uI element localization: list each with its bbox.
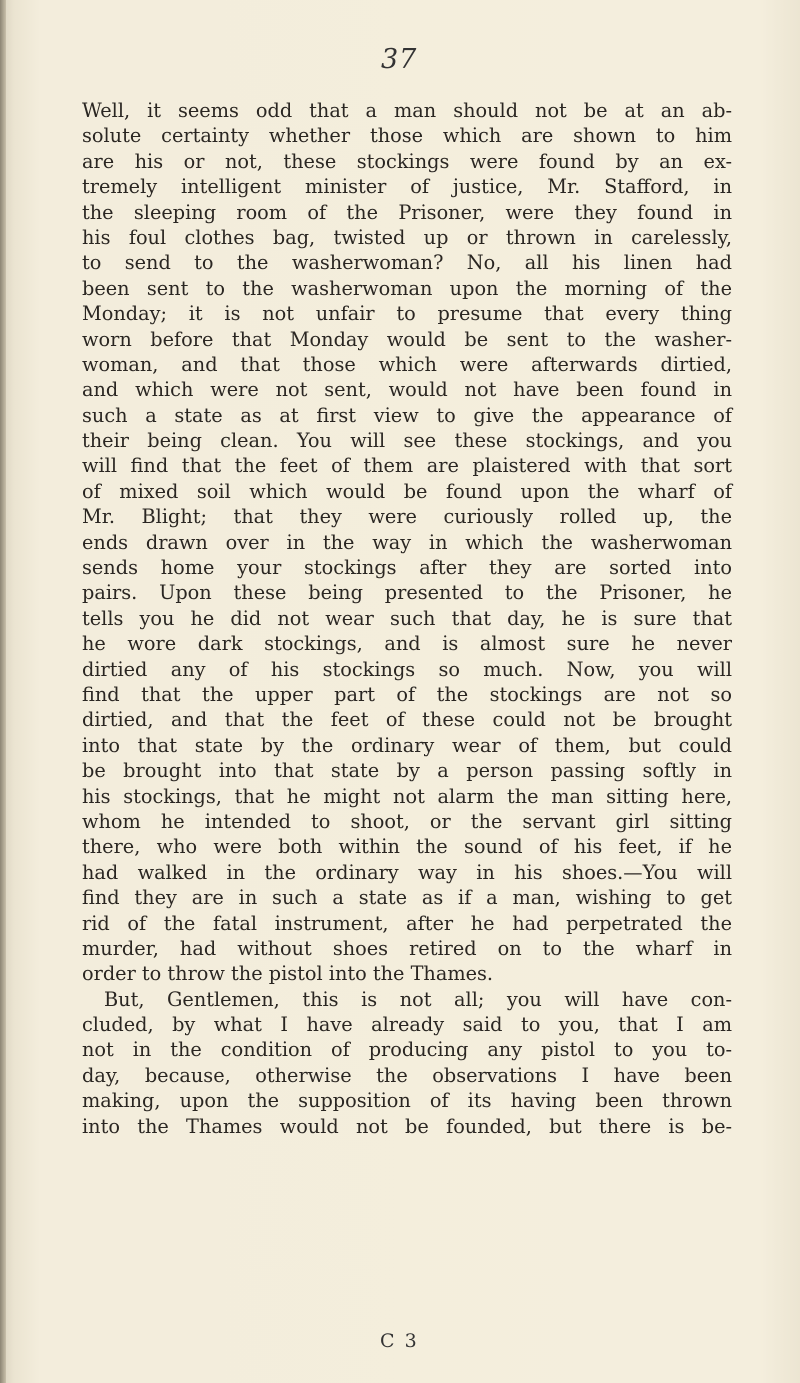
text-line: tells you he did not wear such that day, he is sure that xyxy=(82,606,732,630)
text-line: Mr. Blight; that they were curiously rolled up, the xyxy=(82,505,732,529)
text-line: into that state by the ordinary wear of them, but could xyxy=(82,733,732,757)
text-line: there, who were both within the sound of his feet, if he xyxy=(82,835,732,859)
text-line: to send to the washerwoman? No, all his linen had xyxy=(82,251,732,275)
text-line: day, because, otherwise the observations I have been xyxy=(82,1063,732,1087)
text-line: making, upon the supposition of its having been thrown xyxy=(82,1089,732,1113)
text-line: sends home your stockings after they are sorted into xyxy=(82,556,732,580)
text-line: and which were not sent, would not have been found in xyxy=(82,378,732,402)
text-line: Well, it seems odd that a man should not be at an ab- xyxy=(82,99,732,122)
body-text xyxy=(82,98,732,1139)
text-line: pairs. Upon these being presented to the Prisoner, he xyxy=(82,581,732,605)
text-line: rid of the fatal instrument, after he had perpetrated the xyxy=(82,911,732,935)
text-line: will find that the feet of them are plaistered with that sort xyxy=(82,454,732,478)
text-line: whom he intended to shoot, or the servant girl sitting xyxy=(82,809,732,833)
text-line: of mixed soil which would be found upon the wharf of xyxy=(82,479,732,503)
text-line: been sent to the washerwoman upon the morning of the xyxy=(82,276,732,300)
page-number: 37 xyxy=(381,44,418,75)
text-line: be brought into that state by a person passing softly in xyxy=(82,759,732,783)
text-line: his stockings, that he might not alarm the man sitting here, xyxy=(82,784,732,808)
text-line: dirtied any of his stockings so much. Now, you will xyxy=(82,657,732,681)
text-line: Monday; it is not unfair to presume that every thing xyxy=(82,302,732,326)
signature-mark: C 3 xyxy=(380,1330,419,1352)
binding-edge xyxy=(0,0,6,1383)
text-line: worn before that Monday would be sent to the washer- xyxy=(82,327,732,351)
text-line: solute certainty whether those which are shown to him xyxy=(82,124,732,148)
text-line: But, Gentlemen, this is not all; you will have con- xyxy=(104,987,732,1011)
text-line: he wore dark stockings, and is almost sure he never xyxy=(82,632,732,656)
text-line: ends drawn over in the way in which the washerwoman xyxy=(82,530,732,554)
text-line: woman, and that those which were afterwards dirtied, xyxy=(82,352,732,376)
text-line: had walked in the ordinary way in his shoes.—You will xyxy=(82,860,732,884)
text-line: order to throw the pistol into the Thames. xyxy=(82,962,494,986)
text-line: tremely intelligent minister of justice, Mr. Stafford, in xyxy=(82,175,732,199)
text-line: their being clean. You will see these stockings, and you xyxy=(82,429,732,453)
text-line: murder, had without shoes retired on to the wharf in xyxy=(82,936,732,960)
text-line: dirtied, and that the feet of these could not be brought xyxy=(82,708,732,732)
text-line: into the Thames would not be founded, but there is be- xyxy=(82,1114,732,1138)
text-line: are his or not, these stockings were found by an ex- xyxy=(82,149,732,173)
text-line: find they are in such a state as if a man, wishing to get xyxy=(82,886,732,910)
text-line: find that the upper part of the stockings are not so xyxy=(82,682,732,706)
text-line: cluded, by what I have already said to you, that I am xyxy=(82,1013,732,1037)
text-line: the sleeping room of the Prisoner, were they found in xyxy=(82,200,732,224)
text-line: not in the condition of producing any pistol to you to- xyxy=(82,1038,732,1062)
text-line: his foul clothes bag, twisted up or thrown in carelessly, xyxy=(82,225,732,249)
text-line: such a state as at first view to give the appearance of xyxy=(82,403,732,427)
